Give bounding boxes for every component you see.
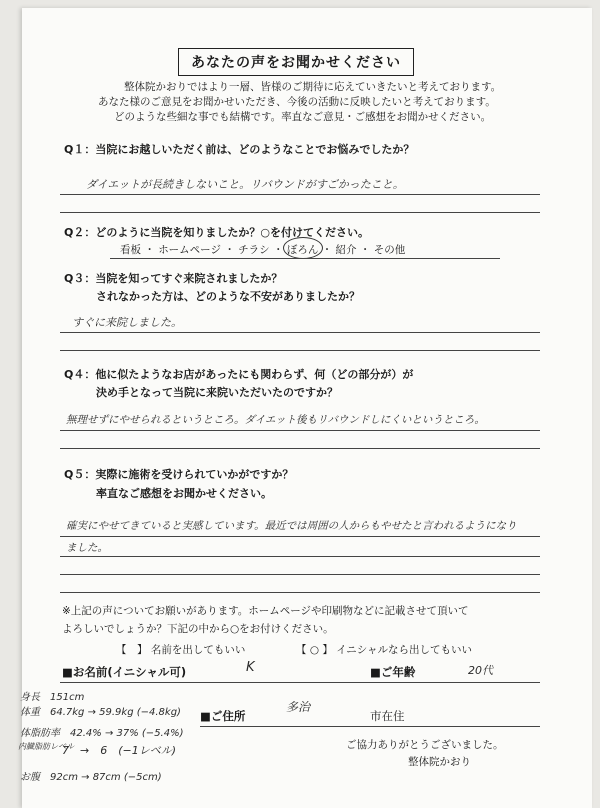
q1-answer: ダイエットが長続きしないこと。リバウンドがすごかったこと。 [86,178,404,191]
age-value: 20代 [468,664,493,677]
consent-label-initial: イニシャルなら出してもいい [336,644,473,656]
survey-sheet [22,8,592,808]
option-separator: ・ [359,244,371,256]
q4-label-1: Q４：他に似たようなお店があったにも関わらず、何（どの部分が）が [64,368,414,381]
consent-option-initial [296,642,472,657]
q3-rule-1 [60,332,540,333]
q4-rule-1 [60,430,540,431]
q5-answer-line-1: 確実にやせてきていると実感しています。最近では周囲の人からもやせたと言われるようになり [66,520,517,532]
option-separator: ・ [144,244,155,256]
address-suffix: 市在住 [370,709,405,723]
option-other: その他 [373,244,406,256]
q3-label-2: されなかった方は、どのような不安がありましたか？ [96,290,360,303]
stat-visceral: 7 → 6 (−1レベル) [62,744,177,757]
stat-waist: お腹 92cm → 87cm (−5cm) [20,772,162,783]
stat-visceral-label: 内臓脂肪レベル [18,742,74,751]
consent-label-name: 名前を出してもいい [150,644,246,656]
q5-rule-2 [60,556,540,557]
option-poron: ぼろん [286,244,319,256]
option-homepage: ホームページ [158,244,221,256]
q3-rule-2 [60,350,540,351]
q2-rule [110,258,500,259]
age-label: ■ご年齢 [370,665,416,679]
intro-line-3: どのような些細な事でも結構です。率直なご意見・ご感想をお聞かせください。 [114,111,492,123]
consent-bracket-initial: 【 ○ 】 [296,644,333,656]
consent-bracket-name: 【 】 [116,644,148,656]
option-separator: ・ [224,244,235,256]
q2-label: Q２：どのように当院を知りましたか？○を付けてください。 [64,226,369,239]
page-title: あなたの声をお聞かせください [178,48,414,76]
stat-bodyfat: 体脂肪率 42.4% → 37% (−5.4%) [20,728,184,739]
q5-rule-4 [60,592,540,593]
stat-weight: 体重 64.7kg → 59.9kg (−4.8kg) [20,707,181,718]
request-line-2: よろしいでしょうか？下記の中から○をお付けください。 [62,623,334,635]
option-referral: 紹介 [335,244,357,256]
q4-answer: 無理せずにやせられるというところ。ダイエット後もリバウンドしにくいというところ。 [66,414,485,426]
option-signboard: 看板 [120,244,141,256]
selected-circle-mark [283,237,323,259]
address-label: ■ご住所 [200,709,246,723]
clinic-name: 整体院かおり [408,756,471,768]
option-separator: ・ [273,244,284,256]
q3-answer: すぐに来院しました。 [72,316,182,329]
q3-label-1: Q３：当院を知ってすぐ来院されましたか？ [64,272,283,285]
q1-label: Q１：当院にお越しいただく前は、どのようなことでお悩みでしたか？ [64,143,415,156]
thanks-message: ご協力ありがとうございました。 [346,739,504,751]
name-age-rule [60,682,540,683]
intro-line-2: あなた様のご意見をお聞かせいただき、今後の活動に反映したいと考えております。 [98,96,496,108]
name-label: ■お名前(イニシャル可) [62,665,187,679]
q5-answer-line-2: ました。 [66,542,108,554]
q5-label-1: Q５：実際に施術を受けられていかがですか？ [64,468,294,481]
intro-line-1: 整体院かおりではより一層、皆様のご期待に応えていきたいと考えております。 [124,81,502,93]
consent-option-name [116,642,245,657]
address-value: 多治 [286,700,311,714]
name-value: K [246,660,255,675]
q5-rule-3 [60,574,540,575]
q5-rule-1 [60,536,540,537]
request-line-1: ※上記の声についてお願いがあります。ホームページや印刷物などに記載させて頂いて [62,605,469,617]
stat-height: 身長 151cm [20,692,85,703]
address-rule [200,726,540,727]
q1-rule-2 [60,212,540,213]
option-separator: ・ [321,244,333,256]
q1-rule-1 [60,194,540,195]
q2-options [120,242,405,257]
option-flyer: チラシ [238,244,270,256]
q5-label-2: 率直なご感想をお聞かせください。 [96,487,272,500]
q4-label-2: 決め手となって当院に来院いただいたのですか？ [96,386,338,399]
q4-rule-2 [60,448,540,449]
